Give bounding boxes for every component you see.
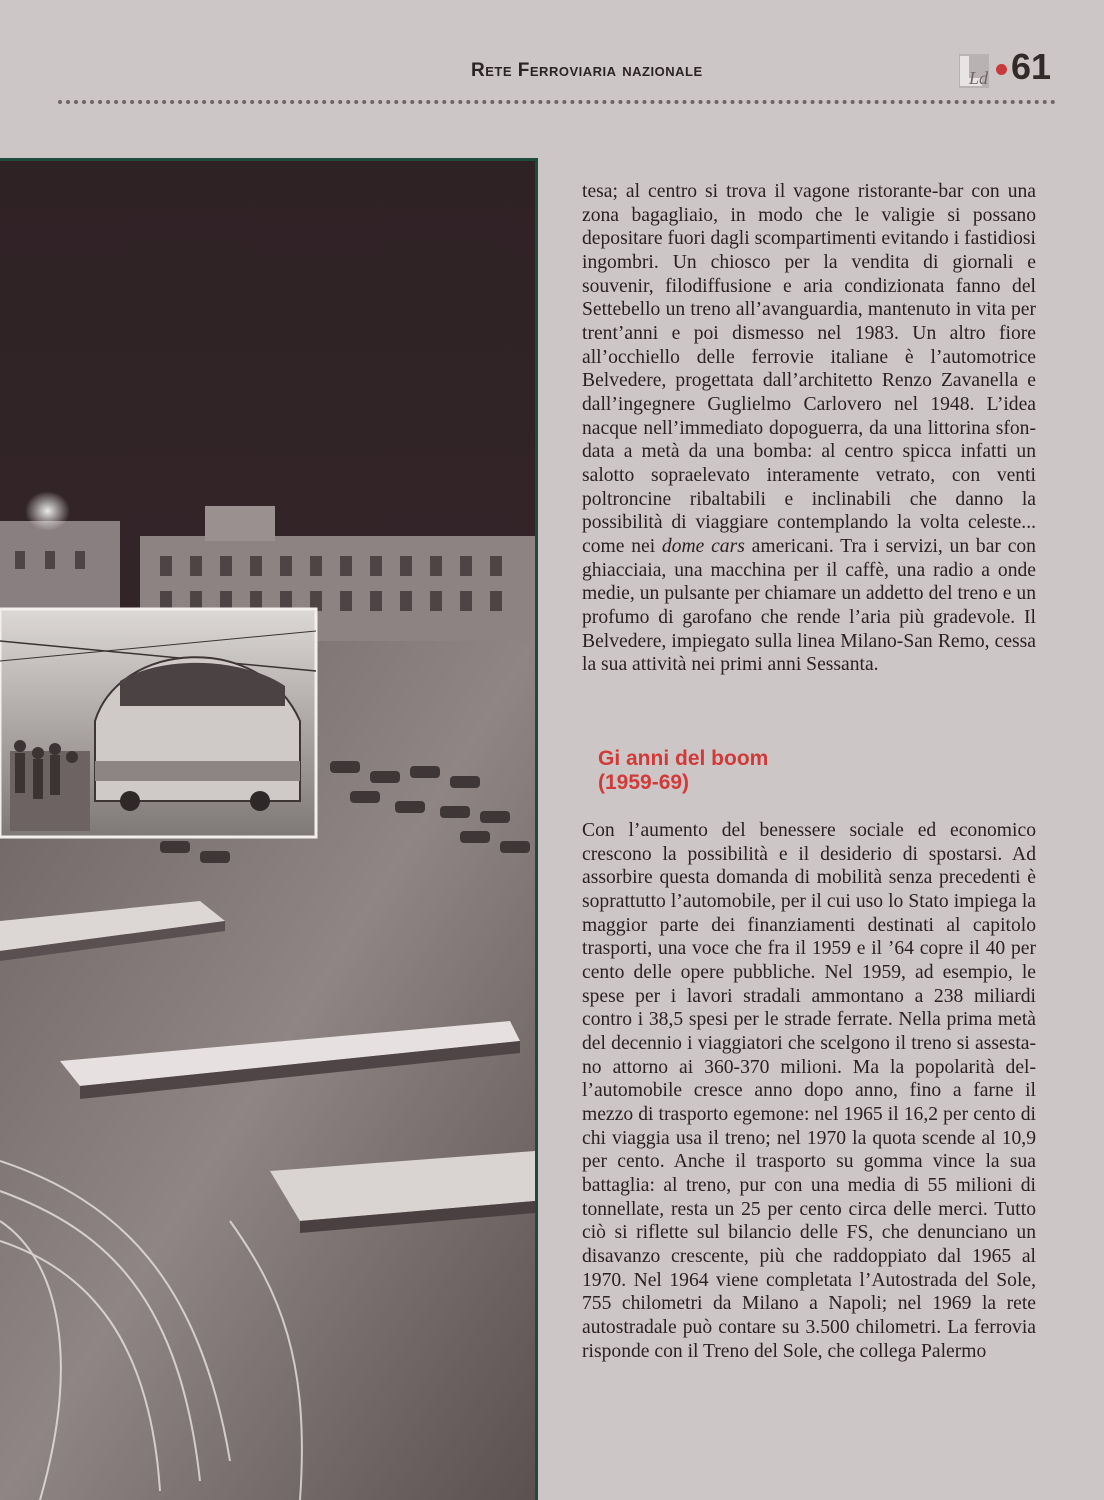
inset-train-photo xyxy=(0,609,316,837)
dotted-divider xyxy=(58,100,1056,104)
paragraph-1-text-a: tesa; al centro si trova il vagone ristorante-bar con una zona bagagliaio, in modo che le valigie si possano depositare fuori dagli scompartimenti evitando i fastidiosi ingombri. Un chiosco per la vendita di giornali e souvenir, filodiffusione e aria condizionata fanno del Settebello un treno all’avanguardia, mantenuto in vita per trent’anni e poi dismesso nel 1983. Un altro fiore all’occhiello delle ferrovie italiane è l’automotrice Belvedere, progettata dall’architetto Renzo Zavanella e dall’ingegnere Guglielmo Carlovero nel 1948. L’idea nacque nell’immediato dopoguerra, da una littorina sfondata a metà da una bomba: al centro spicca infatti un salotto sopraelevato interamente vetrato, con venti poltroncine ribaltabili e inclinabili che danno la possibilità di viaggiare contemplando la volta celeste... come nei xyxy=(582,181,1036,558)
paragraph-1-text-b: americani. Tra i servizi, un bar con ghiacciaia, una macchina per il caffè, una radio a onde medie, un pulsante per chiamare un addetto del treno e un profumo di garofano che rende l’aria più gradevole. Il Belvedere, impiegato sulla linea Milano-San Remo, cessa la sua attività nei primi anni Sessanta. xyxy=(582,536,1036,676)
article-paragraph-1 xyxy=(582,180,1036,677)
section-title: Rete Ferroviaria nazionale xyxy=(471,60,703,81)
magazine-logo-icon xyxy=(957,50,991,90)
page-number: 61 xyxy=(1011,46,1052,87)
paragraph-1-emphasis: dome cars xyxy=(661,536,745,558)
article-paragraph-2: Con l’aumento del benessere sociale ed economico crescono la possibilità e il desiderio di spostarsi. Ad assorbire questa domanda di mobilità senza precedenti è soprattutto l’automobile, per il cui uso lo Stato impiega la maggior parte dei finanziamenti destinati al capitolo trasporti, una voce che fra il 1959 e il ’64 copre il 40 per cento delle opere pubbliche. Nel 1959, ad esempio, le spese per i lavori stradali ammontano a 238 miliardi contro i 38,5 spesi per le strade ferrate. Nella prima metà del decennio i viaggiatori che scelgono il treno si assestano attorno ai 360-370 milioni. Ma la popolarità dell’automobile cresce anno dopo anno, fino a farne il mezzo di trasporto egemone: nel 1965 il 16,2 per cento di chi viaggia usa il treno; nel 1970 la quota scende al 10,9 per cento. Anche il trasporto su gomma vince la sua battaglia: al treno, pur con una media di 55 milioni di tonnellate, resta un 25 per cento circa delle merci. Tutto ciò si riflette sul bilancio delle FS, che denunciano un disavanzo crescente, più che raddoppiato dal 1965 al 1970. Nel 1964 viene completata l’Autostrada del Sole, 755 chilometri da Milano a Napoli; nel 1969 la rete autostradale può contare su 3.500 chilometri. La ferrovia risponde con il Treno del Sole, che collega Palermo xyxy=(582,820,1036,1362)
photo-railway-station xyxy=(0,158,538,1500)
subheading-line-1: Gi anni del boom xyxy=(598,747,769,770)
section-subheading xyxy=(598,747,1038,795)
subheading-line-2: (1959-69) xyxy=(598,771,690,794)
logo-text: Ld xyxy=(969,68,989,88)
photo-illustration xyxy=(0,161,535,1500)
page-bullet-icon xyxy=(996,64,1007,75)
page-header xyxy=(0,48,1104,98)
